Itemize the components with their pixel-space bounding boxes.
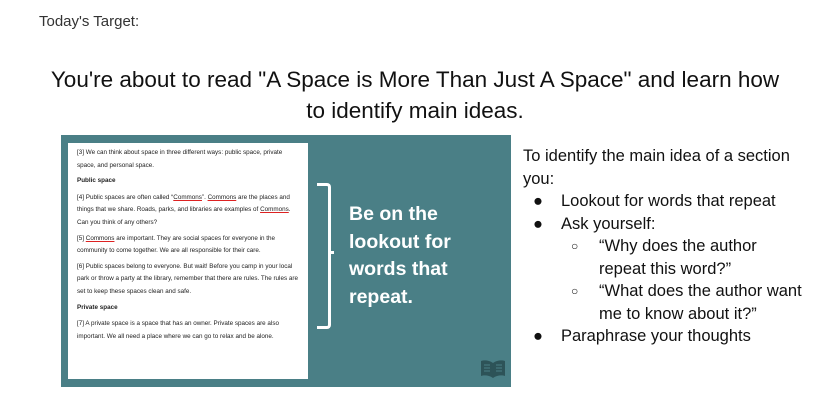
bracket-shape [317, 183, 331, 329]
paragraph-7: [7] A private space is a space that has an owner. Private spaces are also important. We all need a place where we can go to relax and be alone. [77, 320, 279, 340]
sub-list-item: ○ “Why does the author repeat this word?” [571, 237, 757, 278]
slide-image [61, 135, 511, 387]
list-item: ● Paraphrase your thoughts [523, 325, 803, 348]
bullet-icon: ● [533, 327, 543, 345]
book-icon [480, 359, 506, 379]
instructions-list [523, 190, 803, 348]
bullet-icon: ● [533, 214, 543, 233]
sub-list [561, 235, 803, 325]
heading-public-space: Public space [77, 177, 116, 185]
highlighted-word: Commons [85, 234, 115, 242]
paragraph-4: [4] Public spaces are often called “Commons”. Commons are the places and things that we share. Roads, parks, and libraries are examples of Commons. Can you think of any others? [77, 193, 291, 226]
bullet-icon: ● [533, 192, 543, 210]
instructions-intro: To identify the main idea of a section you: [523, 147, 790, 188]
list-item: ● Lookout for words that repeat [523, 190, 803, 213]
text-excerpt [68, 143, 308, 379]
page-title: You're about to read "A Space is More Than Just A Space" and learn how to identify main ideas. [50, 67, 780, 123]
paragraph-5: [5] Commons are important. They are social spaces for everyone in the community to come together. We are all responsible for their care. [77, 234, 276, 255]
callout-text: Be on the lookout for words that repeat. [349, 203, 451, 308]
bracket-tick [328, 251, 334, 254]
circle-bullet-icon: ○ [571, 284, 579, 298]
highlighted-word: Commons [260, 206, 289, 214]
heading-private-space: Private space [77, 303, 118, 311]
paragraph-6: [6] Public spaces belong to everyone. But wait! Before you camp in your local park or throw a party at the library, remember that there are rules. The rules are set to keep these spaces clean and safe. [77, 262, 298, 295]
list-item: ● Ask yourself: ○ “Why does the author repeat this word?” ○ “What does the author want me to know about it?” [523, 213, 803, 326]
sub-list-item: ○ “What does the author want me to know about it?” [571, 282, 802, 323]
highlighted-word: Commons [173, 193, 202, 201]
highlighted-word: Commons [207, 193, 237, 201]
instructions-panel [523, 145, 803, 348]
paragraph-3: [3] We can think about space in three different ways: public space, private space, and personal space. [77, 149, 283, 169]
target-label: Today's Target: [39, 13, 140, 30]
circle-bullet-icon: ○ [571, 239, 579, 253]
